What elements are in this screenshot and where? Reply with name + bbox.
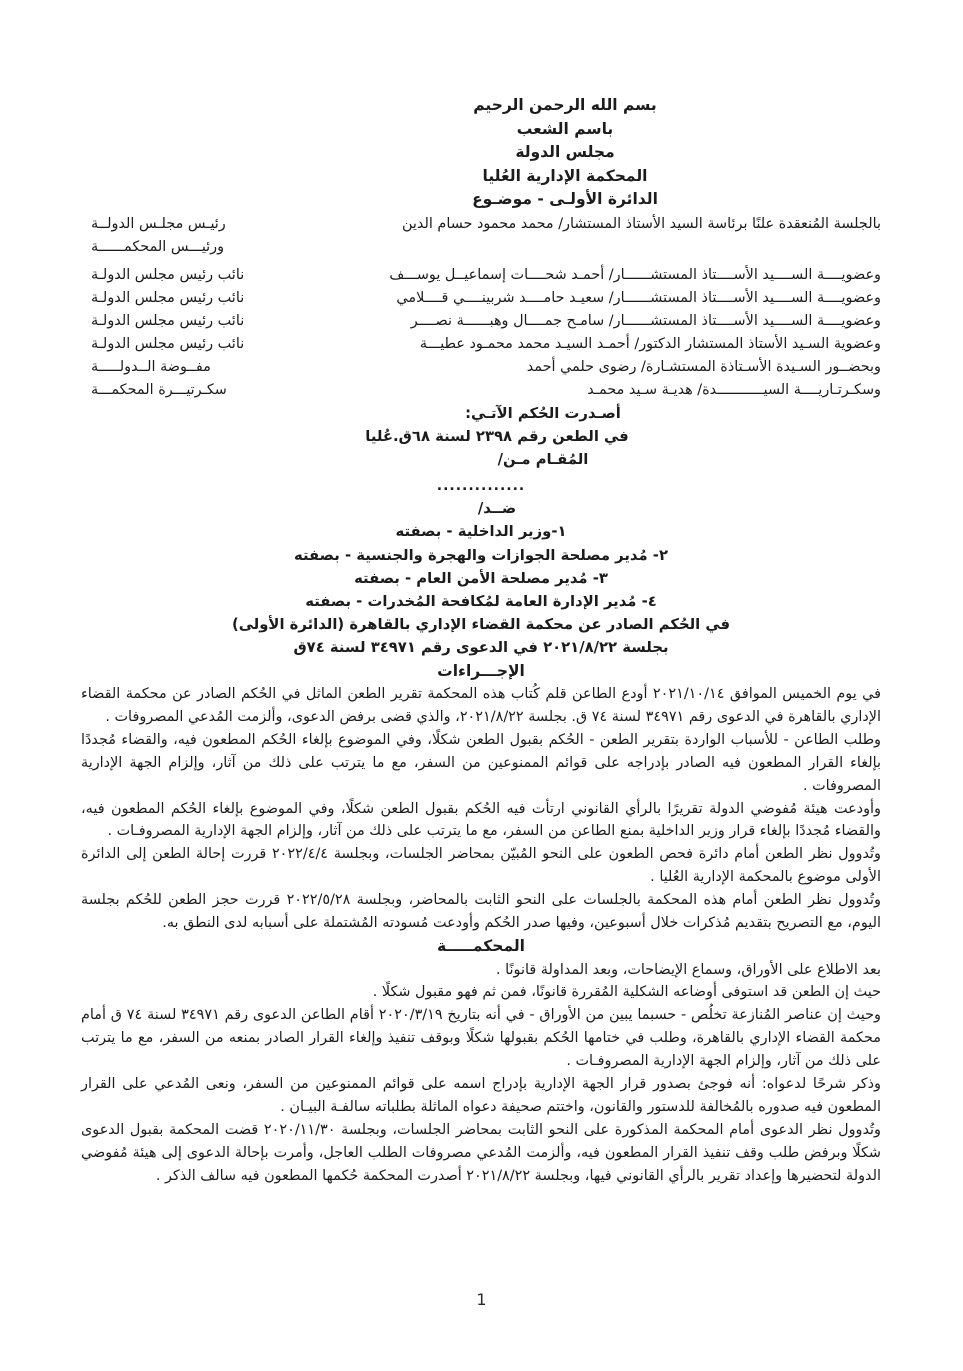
defendant-item: ٢- مُدير مصلحة الجوازات والهجرة والجنسية - بصفته xyxy=(294,546,668,564)
basmala-line: بسم الله الرحمن الرحيم xyxy=(473,96,657,114)
procedures-paragraph: وأودعت هيئة مُفوضي الدولة تقريرًا بالرأي القانوني ارتأت فيه الحُكم بقبول الطعن شكلًا، وفي الموضوع بإلغاء الحُكم المطعون فيه، والقضاء مُجددًا بإلغاء قرار وزير الداخلية بمنع الطاعن من السفر، مع ما يترتب على ذلك من آثار، وإلزام الجهة الإدارية المصروفـات . xyxy=(81,800,881,840)
procedures-paragraph: وتُدوول نظر الطعن أمام هذه المحكمة بالجلسات على النحو الثابت بالمحاضر، وبجلسة ٢٠٢٢/٥/٢٨ قررت حجز الطعن للحُكم بجلسة اليوم، مع التصريح بتقديم مُذكرات خلال أسبوعين، وفيها صدر الحُكم وأودعت مُسودته المُشتملة على أسبابه لدى النطق به. xyxy=(81,892,881,932)
procedures-heading: الإجـــراءات xyxy=(437,661,525,680)
session-case-number-line: بجلسة ٢٠٢١/٨/٢٢ في الدعوى رقم ٣٤٩٧١ لسنة ٧٤ق xyxy=(293,639,669,657)
document-body xyxy=(81,94,881,1188)
issued-ruling-label: أصـدرت الحُكم الآتـي: xyxy=(465,404,621,422)
case-block xyxy=(81,402,881,660)
redacted-petitioner: .............. xyxy=(436,478,526,495)
panel-member-name: وعضويــــة الســــيد الأســــتاذ المستشــــــار/ أحمـد شحــــات إسماعيــل يوســـف xyxy=(389,266,881,283)
court-paragraph: وحيث إن عناصر المُنازعة تخلُص - حسبما يبين من الأوراق - في أنه بتاريخ ٢٠٢٠/٣/١٩ أقام الطاعن الدعوى رقم ٣٤٩٧١ لسنة ٧٤ ق أمام محكمة القضاء الإداري بالقاهرة، وطلب في ختامها الحُكم بقبولها شكلًا وبوقف تنفيذ وإلغاء القرار الصادر بمنعه من السفر، مع ما يترتب على ذلك من آثار، وإلزام الجهة الإدارية المصروفـات . xyxy=(81,1007,881,1070)
panel-row xyxy=(81,213,881,236)
panel-row xyxy=(81,333,881,356)
court-paragraph: وتُدوول نظر الدعوى أمام المحكمة المذكورة على النحو الثابت بمحاضر الجلسات، وبجلسة ٢٠٢٠/١١/٣٠ قضت المحكمة بقبول الدعوى شكلًا وبرفض طلب وقف تنفيذ القرار المطعون فيه، وألزمت المُدعي مصروفات الطلب العاجل، وأمرت بإحالة الدعوى إلى هيئة مُفوضي الدولة لتحضيرها وإعداد تقرير بالرأي القانوني فيها، وبجلسة ٢٠٢١/٨/٢٢ أصدرت المحكمة حُكمها المطعون فيه سالف الذكر . xyxy=(81,1121,882,1184)
panel-member-name: وعضويــــة الســــيد الأســــتاذ المستشــــــار/ سعيـد حامــــد شربينــــي قــــلامي xyxy=(396,289,881,306)
defendant-item: ١-وزير الداخلية - بصفته xyxy=(395,523,567,541)
panel-row xyxy=(81,236,881,259)
panel-member-name: وسكـرتـاريــــة السيـــــــــــدة/ هديـة سـيد محمـد xyxy=(587,381,881,398)
circuit-line: الدائرة الأولـى - موضـوع xyxy=(472,190,658,208)
judicial-panel xyxy=(81,213,881,402)
panel-member-role: نائب رئيس مجلس الدولـة xyxy=(91,335,245,352)
panel-member-name: وبحضــور السـيدة الأسـتاذة المستشـارة/ رضوى حلمي أحمد xyxy=(526,358,881,375)
court-heading: المحكمـــــة xyxy=(437,937,525,955)
court-name-line: المحكمة الإدارية العُليا xyxy=(482,166,648,185)
challenged-ruling-line: في الحُكم الصادر عن محكمة القضاء الإداري بالقاهرة (الدائرة الأولى) xyxy=(231,616,731,634)
panel-member-role: مفــوضة الــدولـــــة xyxy=(91,358,211,375)
court-paragraph: وذكر شرحًا لدعواه: أنه فوجئ بصدور قرار الجهة الإدارية بإدراج اسمه على قوائم الممنوعين من السفر، ونعى المُدعي على القرار المطعون فيه صدوره بالمُخالفة للدستور والقانون، واختتم صحيفة دعواه الماثلة بطلباته سالفـة البيـان . xyxy=(81,1076,881,1115)
filed-by-label: المُقـام مـن/ xyxy=(497,450,589,468)
panel-member-role: نائب رئيس مجلس الدولـة xyxy=(91,266,245,283)
panel-member-role: سكـرتيـــرة المحكمـــة xyxy=(91,381,227,398)
panel-member-name: بالجلسة المُنعقدة علنًا برئاسة السيد الأستاذ المستشار/ محمد محمود حسام الدين xyxy=(401,215,881,232)
panel-member-role: نائب رئيس مجلس الدولـة xyxy=(91,312,245,329)
procedures-paragraph: في يوم الخميس الموافق ٢٠٢١/١٠/١٤ أودع الطاعن قلم كُتاب هذه المحكمة تقرير الطعن الماثل في الحُكم الصادر عن محكمة القضاء الإداري بالقاهرة في الدعوى رقم ٣٤٩٧١ لسنة ٧٤ ق. بجلسة ٢٠٢١/٨/٢٢، والذي قضى برفض الدعوى، وألزمت المُدعي المصروفات . xyxy=(81,686,881,725)
page-number: 1 xyxy=(476,1290,487,1309)
panel-row xyxy=(81,287,881,310)
defendant-item: ٣- مُدير مصلحة الأمن العام - بصفته xyxy=(354,569,608,587)
procedures-paragraph: وطلب الطاعن - للأسباب الواردة بتقرير الطعن - الحُكم بقبول الطعن شكلًا، وفي الموضوع بإلغاء الحُكم المطعون فيه، والقضاء مُجددًا بإلغاء القرار المطعون فيه الصادر بإدراجه على قوائم الممنوعين من السفر، مع ما يترتب على ذلك من آثار، وإلزام الجهة الإدارية المصروفات . xyxy=(81,731,881,794)
procedures-paragraph: وتُدوول نظر الطعن أمام دائرة فحص الطعون على النحو المُبيّن بمحاضر الجلسات، وبجلسة ٢٠٢٢/٤/٤ قررت إحالة الطعن إلى الدائرة الأولى موضوع بالمحكمة الإدارية العُليا . xyxy=(81,846,881,886)
defendant-item: ٤- مُدير الإدارة العامة لمُكافحة المُخدرات - بصفته xyxy=(305,592,657,610)
panel-member-name: وعضويــــة الســــيد الأســــتاذ المستشــــــار/ سامـح جمــــال وهبــــــة نصــــر xyxy=(410,312,881,329)
state-council-line: مجلس الدولة xyxy=(515,143,615,161)
panel-row xyxy=(81,379,881,402)
court-paragraph: حيث إن الطعن قد استوفى أوضاعه الشكلية المُقررة قانونًا، فمن ثم فهو مقبول شكلًا . xyxy=(372,984,881,1001)
court-paragraph: بعد الاطلاع على الأوراق، وسماع الإيضاحات، وبعد المداولة قانونًا . xyxy=(495,961,881,978)
panel-member-role: ورئيـــس المحكمــــــة xyxy=(91,238,225,255)
appeal-number-line: في الطعن رقم ٢٣٩٨ لسنة ٦٨ق.عُليا xyxy=(365,427,629,445)
against-label: ضــد/ xyxy=(477,500,517,518)
panel-row xyxy=(81,264,881,287)
panel-member-role: رئيـس مجلـس الدولــة xyxy=(91,215,226,232)
court-reasoning-section xyxy=(81,935,881,1188)
panel-member-role: نائب رئيس مجلس الدولـة xyxy=(91,289,245,306)
in-the-name-of-people-line: باسم الشعب xyxy=(516,119,614,138)
letterhead xyxy=(165,94,963,212)
panel-row xyxy=(81,356,881,379)
panel-member-name: وعضوية السـيد الأستاذ المستشار الدكتور/ أحمـد السيـد محمد محمـود عطيـــة xyxy=(419,335,881,352)
panel-row xyxy=(81,310,881,333)
procedures-section xyxy=(81,660,881,935)
